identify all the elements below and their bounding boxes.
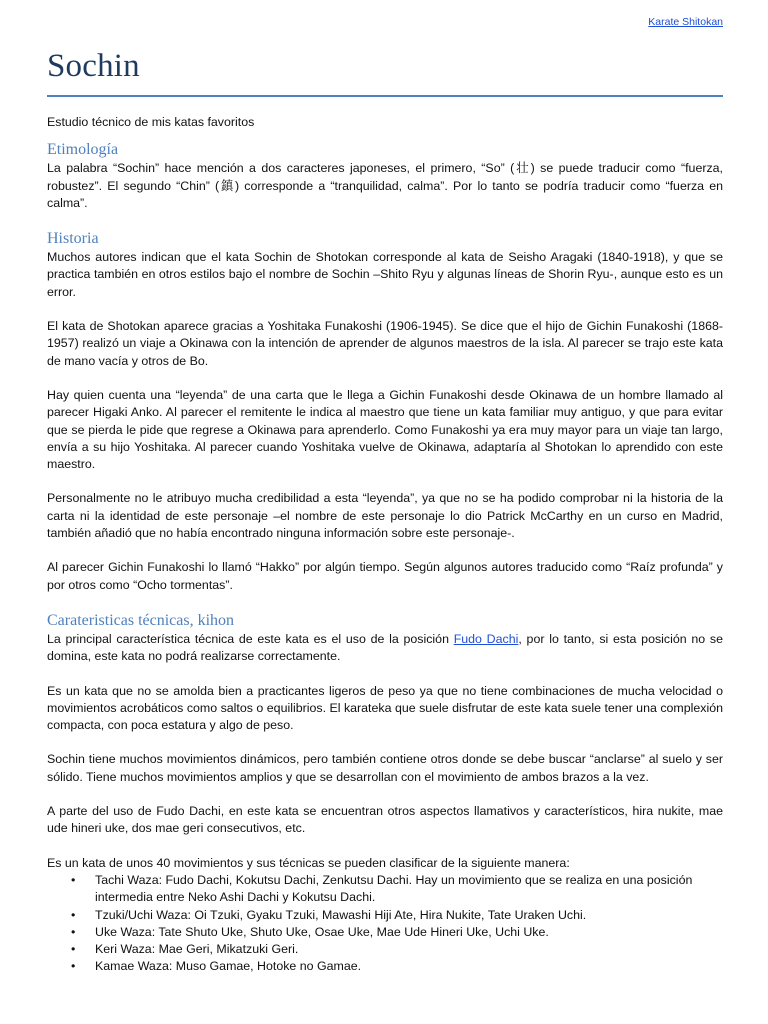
list-item [71,872,723,907]
list-item [71,958,723,975]
heading-historia: Historia [47,230,99,248]
heading-etimologia: Etimología [47,141,119,159]
paragraph-historia-2: El kata de Shotokan aparece gracias a Yoshitaka Funakoshi (1906-1945). Se dice que el hijo de Gichin Funakoshi (1868-1957) realizó un viaje a Okinawa con la intención de aprender de algunos maestros de la isla. Al parecer se trajo este kata de mano vacía y otros de Bo. [47,319,723,368]
fudo-dachi-link[interactable]: Fudo Dachi [453,631,519,646]
paragraph-text: , por lo tanto, si esta posición no se domina, este kata no podrá realizarse correctamente. [47,631,723,664]
header-link-karate-shitokan[interactable]: Karate Shitokan [648,16,723,28]
paragraph-caracteristicas-3: Sochin tiene muchos movimientos dinámicos, pero también contiene otros donde se debe buscar “anclarse” al suelo y ser sólido. Tiene muchos movimientos amplios y que se desarrollan con el movimiento de ambos brazos a la vez. [47,752,723,784]
paragraph-historia-4: Personalmente no le atribuyo mucha credibilidad a esta “leyenda”, ya que no se ha podido comprobar ni la historia de la carta ni la identidad de este personaje –el nombre de este personaje lo dio Patrick McCarthy en un curso en Madrid, también añadió que no había encontrado ninguna información sobre este personaje-. [47,491,723,541]
bullet-icon: • [71,907,76,922]
paragraph-text: La principal característica técnica de este kata es el uso de la posición [47,631,454,646]
title-underline [47,95,723,97]
list-item [71,907,723,924]
heading-caracteristicas: Carateristicas técnicas, kihon [47,611,235,629]
list-item-text: Tachi Waza: Fudo Dachi, Kokutsu Dachi, Zenkutsu Dachi. Hay un movimiento que se realiza en una posición intermedia entre Neko Ashi Dachi y Kokutsu Dachi. [95,872,693,905]
list-item-text: Uke Waza: Tate Shuto Uke, Shuto Uke, Osae Uke, Mae Ude Hineri Uke, Uchi Uke. [95,924,549,939]
document-subtitle: Estudio técnico de mis katas favoritos [47,115,255,129]
list-item [71,941,723,958]
list-item [71,924,723,941]
document-body [47,114,723,976]
bullet-icon: • [71,959,76,974]
bullet-icon: • [71,872,76,887]
paragraph-caracteristicas-2: Es un kata que no se amolda bien a practicantes ligeros de peso ya que no tiene combinaciones de mucha velocidad o movimientos acrobáticos como saltos o equilibrios. El karateka que suele disfrutar de este kata suele tener una complexión compacta, con poca estatura y algo de peso. [47,683,723,733]
paragraph-historia-5: Al parecer Gichin Funakoshi lo llamó “Hakko” por algún tiempo. Según algunos autores traducido como “Raíz profunda” y por otros como “Ocho tormentas”. [47,560,723,592]
paragraph-etimologia: La palabra “Sochin” hace mención a dos caracteres japoneses, el primero, “So” (壮) se puede traducir como “fuerza, robustez”. El segundo “Chin” (鎮) corresponde a “tranquilidad, calma”. Por lo tanto se podría traducir como “fuerza en calma”. [47,161,723,210]
list-item-text: Keri Waza: Mae Geri, Mikatzuki Geri. [95,942,299,957]
bullet-icon: • [71,924,76,939]
techniques-list [47,872,723,976]
list-item-text: Tzuki/Uchi Waza: Oi Tzuki, Gyaku Tzuki, Mawashi Hiji Ate, Hira Nukite, Tate Uraken Uchi. [95,907,587,922]
paragraph-historia-1: Muchos autores indican que el kata Sochin de Shotokan corresponde al kata de Seisho Aragaki (1840-1918), y que se practica también en otros estilos bajo el nombre de Sochin –Shito Ryu y algunas líneas de Shorin Ryu-, aunque esto es un error. [47,250,723,299]
page-title: Sochin [47,48,140,84]
paragraph-historia-3: Hay quien cuenta una “leyenda” de una carta que le llega a Gichin Funakoshi desde Okinawa de un hombre llamado al parecer Higaki Anko. Al parecer el remitente le indica al maestro que tiene un kata familiar muy antiguo, y que para evitar que se pierda le pide que regrese a Okinawa para aprenderlo. Como Funakoshi ya era muy mayor para un viaje tan largo, envía a su hijo Yoshitaka. Al parecer cuando Yoshitaka vuelve de Okinawa, adaptaría al Shotokan lo aprendido con este maestro. [47,387,723,472]
paragraph-caracteristicas-1 [47,631,723,666]
paragraph-caracteristicas-5: Es un kata de unos 40 movimientos y sus técnicas se pueden clasificar de la siguiente manera: [47,855,570,870]
paragraph-caracteristicas-4: A parte del uso de Fudo Dachi, en este kata se encuentran otros aspectos llamativos y característicos, hira nukite, mae ude hineri uke, dos mae geri consecutivos, etc. [47,804,723,836]
bullet-icon: • [71,942,76,957]
list-item-text: Kamae Waza: Muso Gamae, Hotoke no Gamae. [95,959,362,974]
